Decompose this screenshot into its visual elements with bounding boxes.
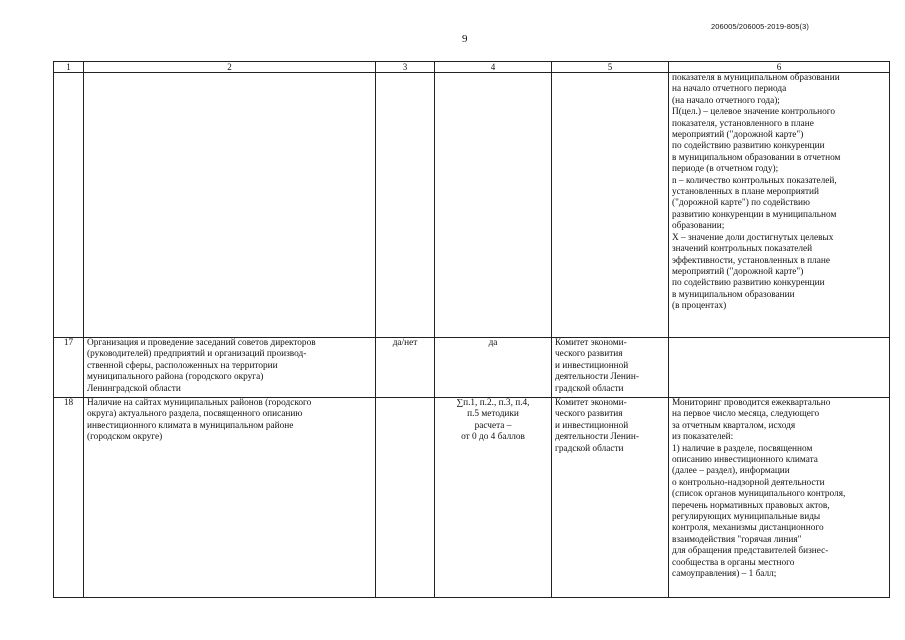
column-header: 2 xyxy=(84,62,376,73)
table-row xyxy=(54,73,890,338)
indicator-name: Организация и проведение заседаний советов директоров (руководителей) предприятий и организаций производ- ственной сферы, расположенных на территории муниципального района (городского округа) Ленинградской области xyxy=(84,338,376,398)
method-cell: да xyxy=(435,338,552,398)
responsible-cell xyxy=(552,73,669,338)
row-number: 18 xyxy=(54,398,84,598)
method-cell xyxy=(435,73,552,338)
unit-cell: да/нет xyxy=(376,338,435,398)
responsible-cell: Комитет экономи- ческого развития и инвестиционной деятельности Ленин- градской области xyxy=(552,398,669,598)
document-code: 206005/206005-2019-805(3) xyxy=(711,22,809,31)
method-cell: ∑п.1, п.2., п.3, п.4, п.5 методики расчета – от 0 до 4 баллов xyxy=(435,398,552,598)
column-header: 5 xyxy=(552,62,669,73)
row-number xyxy=(54,73,84,338)
unit-cell xyxy=(376,73,435,338)
table-row xyxy=(54,398,890,598)
column-header: 3 xyxy=(376,62,435,73)
note-cell xyxy=(669,338,890,398)
column-header: 1 xyxy=(54,62,84,73)
table-row xyxy=(54,338,890,398)
indicators-table xyxy=(53,61,890,598)
column-header: 6 xyxy=(669,62,890,73)
note-cell: Мониторинг проводится ежеквартально на первое число месяца, следующего за отчетным кварталом, исходя из показателей: 1) наличие в разделе, посвященном описанию инвестиционного климата (далее – раздел), информации о контрольно-надзорной деятельности (список органов муниципального контроля, перечень нормативных правовых актов, регулирующих муниципальные виды контроля, механизмы дистанционного взаимодействия "горячая линия" для обращения представителей бизнес- сообщества в органы местного самоуправления) – 1 балл; xyxy=(669,398,890,598)
note-cell: показателя в муниципальном образовании на начало отчетного периода (на начало отчетного года); П(цел.) – целевое значение контрольного показателя, установленного в плане мероприятий ("дорожной карте") по содействию развитию конкуренции в муниципальном образовании в отчетном периоде (в отчетном году); n – количество контрольных показателей, установленных в плане мероприятий ("дорожной карте") по содействию развитию конкуренции в муниципальном образовании; X – значение доли достигнутых целевых значений контрольных показателей эффективности, установленных в плане мероприятий ("дорожной карте") по содействию развитию конкуренции в муниципальном образовании (в процентах) xyxy=(669,73,890,338)
indicator-name: Наличие на сайтах муниципальных районов (городского округа) актуального раздела, посвященного описанию инвестиционного климата в муниципальном районе (городском округе) xyxy=(84,398,376,598)
row-number: 17 xyxy=(54,338,84,398)
table-header-row xyxy=(54,62,890,73)
page-number: 9 xyxy=(462,33,468,45)
unit-cell xyxy=(376,398,435,598)
indicator-name xyxy=(84,73,376,338)
column-header: 4 xyxy=(435,62,552,73)
responsible-cell: Комитет экономи- ческого развития и инвестиционной деятельности Ленин- градской области xyxy=(552,338,669,398)
